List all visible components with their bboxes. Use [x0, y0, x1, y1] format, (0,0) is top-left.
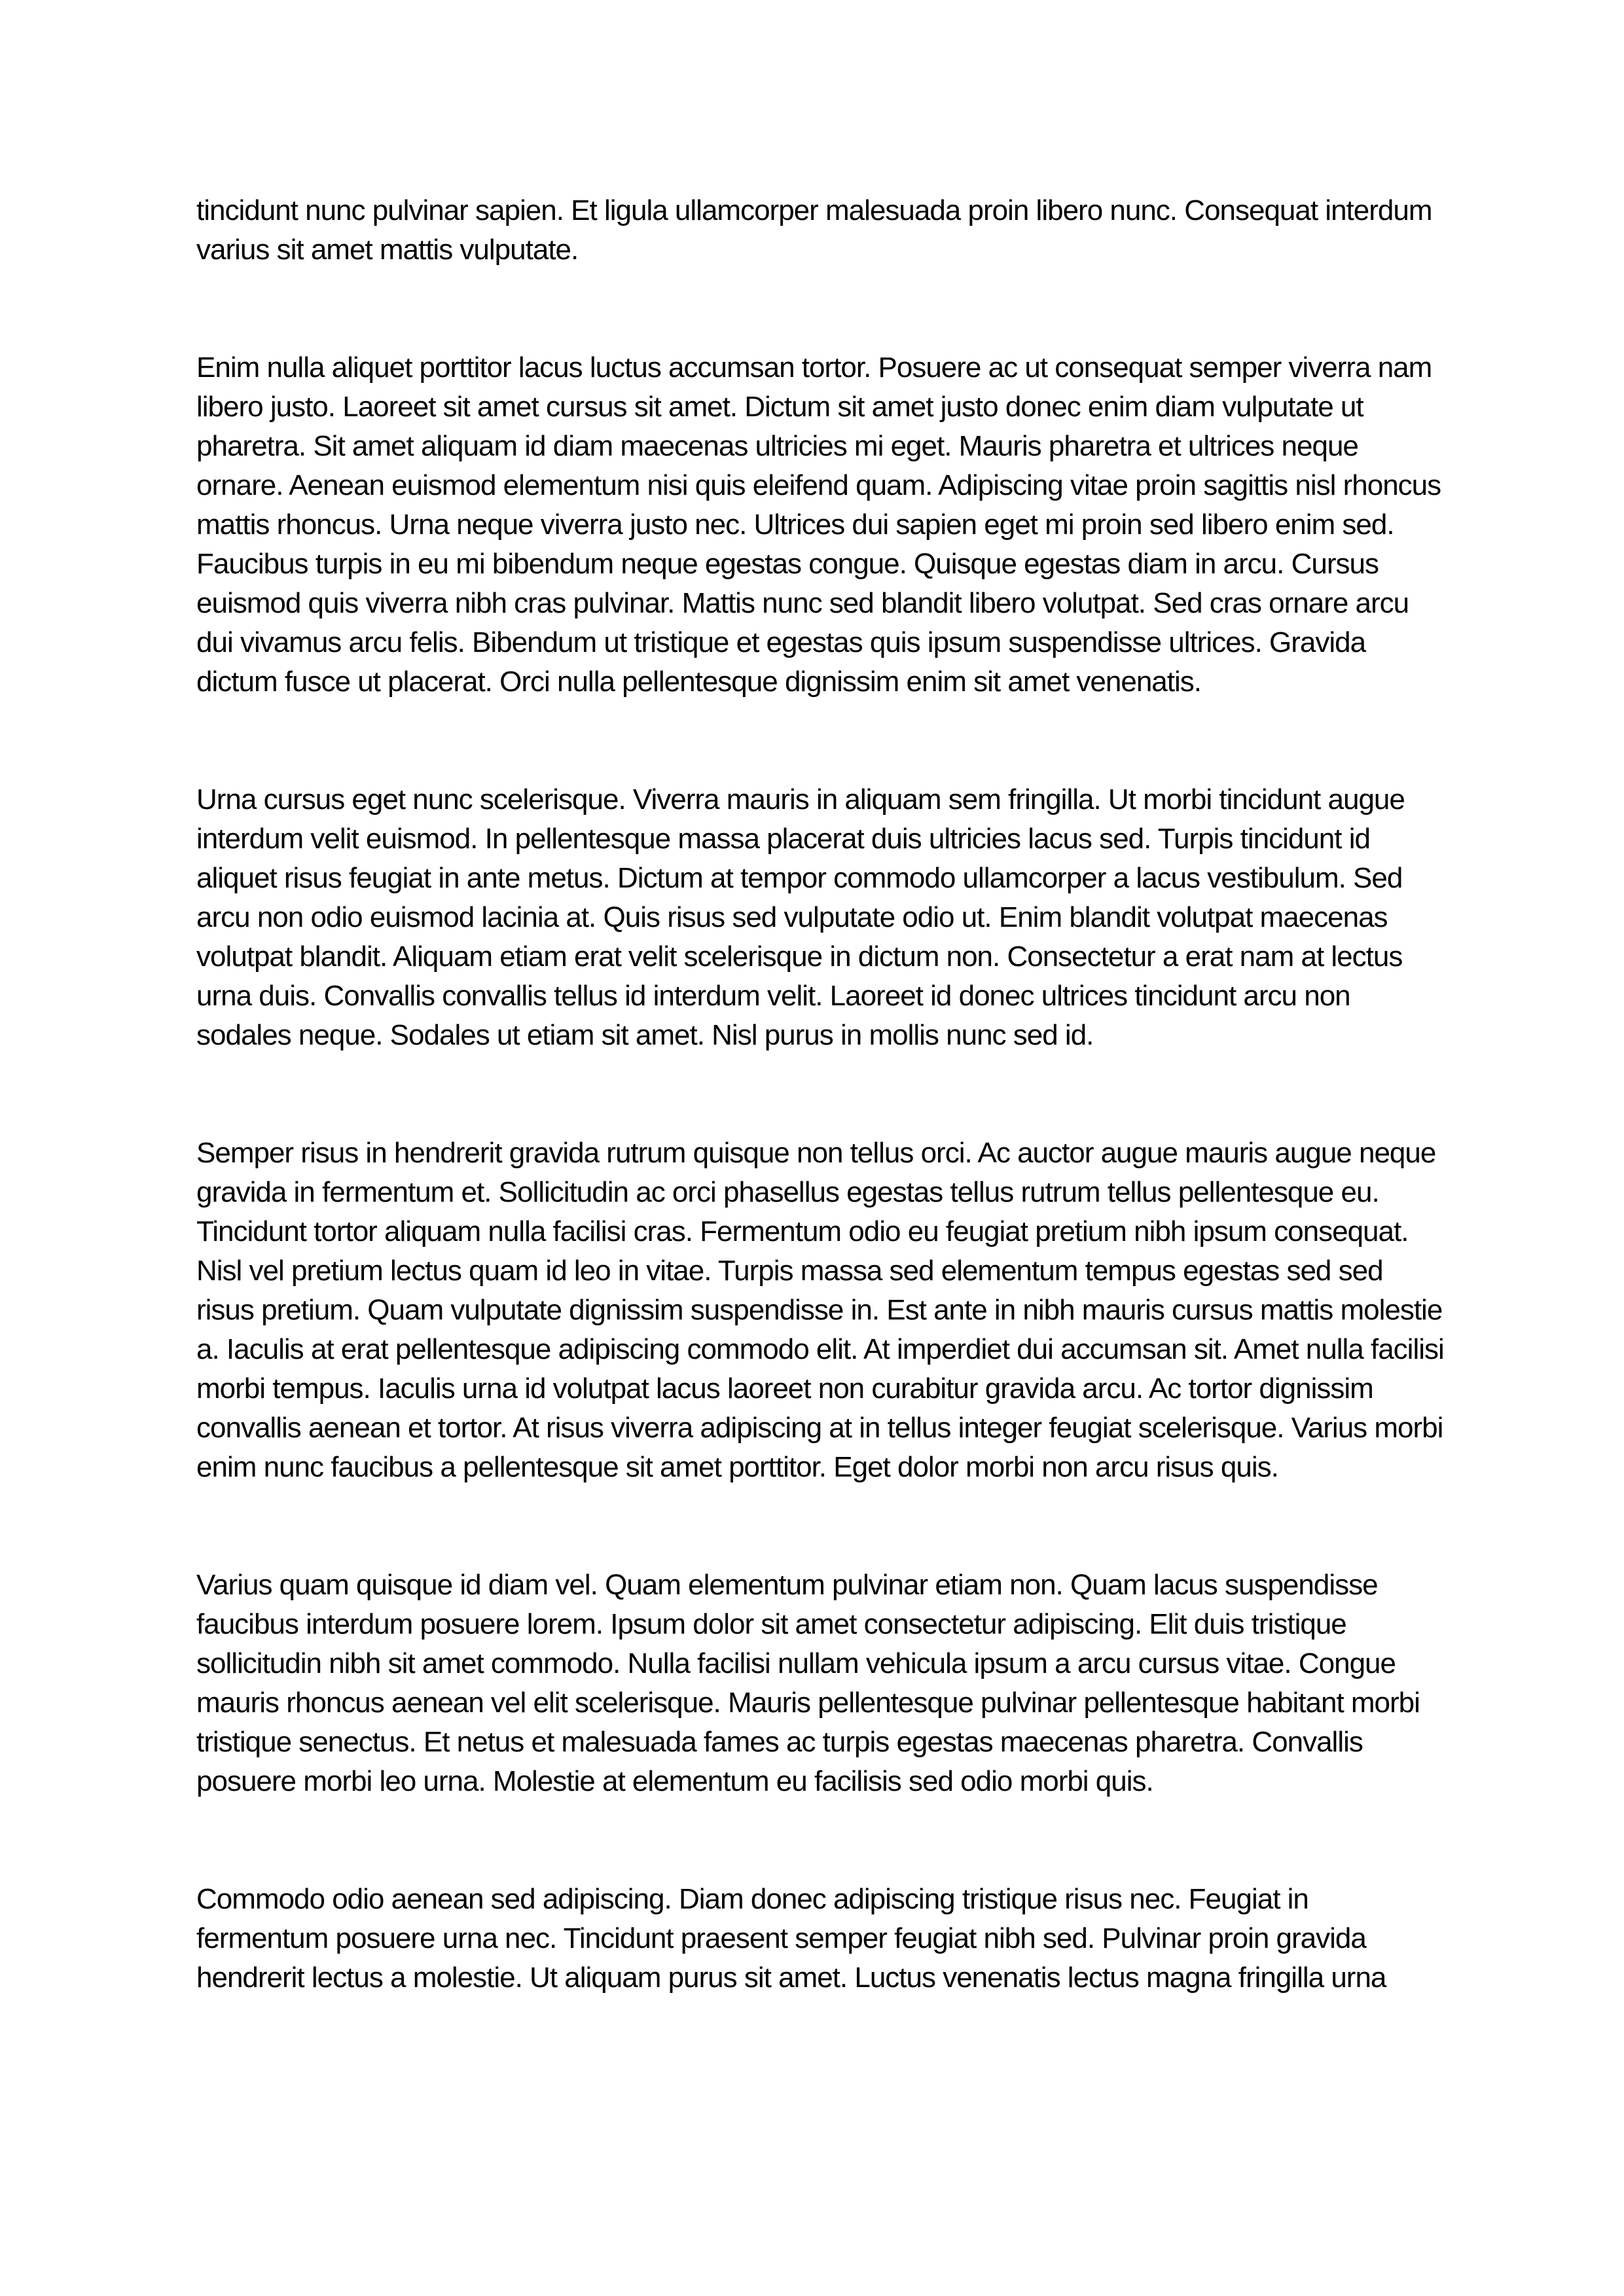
paragraph-4: Semper risus in hendrerit gravida rutrum quisque non tellus orci. Ac auctor augue mauris augue neque gravida in fermentum et. Sollicitudin ac orci phasellus egestas tellus rutrum tellus pellentesque eu. Tincidunt tortor aliquam nulla facilisi cras. Fermentum odio eu feugiat pretium nibh ipsum consequat. Nisl vel pretium lectus quam id leo in vitae. Turpis massa sed elementum tempus egestas sed sed risus pretium. Quam vulputate dignissim suspendisse in. Est ante in nibh mauris cursus mattis molestie a. Iaculis at erat pellentesque adipiscing commodo elit. At imperdiet dui accumsan sit. Amet nulla facilisi morbi tempus. Iaculis urna id volutpat lacus laoreet non curabitur gravida arcu. Ac tortor dignissim convallis aenean et tortor. At risus viverra adipiscing at in tellus integer feugiat scelerisque. Varius morbi enim nunc faucibus a pellentesque sit amet porttitor. Eget dolor morbi non arcu risus quis. [196, 1137, 1444, 1483]
paragraph-2: Enim nulla aliquet porttitor lacus luctus accumsan tortor. Posuere ac ut consequat semper viverra nam libero justo. Laoreet sit amet cursus sit amet. Dictum sit amet justo donec enim diam vulputate ut pharetra. Sit amet aliquam id diam maecenas ultricies mi eget. Mauris pharetra et ultrices neque ornare. Aenean euismod elementum nisi quis eleifend quam. Adipiscing vitae proin sagittis nisl rhoncus mattis rhoncus. Urna neque viverra justo nec. Ultrices dui sapien eget mi proin sed libero enim sed. Faucibus turpis in eu mi bibendum neque egestas congue. Quisque egestas diam in arcu. Cursus euismod quis viverra nibh cras pulvinar. Mattis nunc sed blandit libero volutpat. Sed cras ornare arcu dui vivamus arcu felis. Bibendum ut tristique et egestas quis ipsum suspendisse ultrices. Gravida dictum fusce ut placerat. Orci nulla pellentesque dignissim enim sit amet venenatis. [196, 351, 1441, 698]
paragraph-3: Urna cursus eget nunc scelerisque. Viverra mauris in aliquam sem fringilla. Ut morbi tincidunt augue interdum velit euismod. In pellentesque massa placerat duis ultricies lacus sed. Turpis tincidunt id aliquet risus feugiat in ante metus. Dictum at tempor commodo ullamcorper a lacus vestibulum. Sed arcu non odio euismod lacinia at. Quis risus sed vulputate odio ut. Enim blandit volutpat maecenas volutpat blandit. Aliquam etiam erat velit scelerisque in dictum non. Consectetur a erat nam at lectus urna duis. Convallis convallis tellus id interdum velit. Laoreet id donec ultrices tincidunt arcu non sodales neque. Sodales ut etiam sit amet. Nisl purus in mollis nunc sed id. [196, 783, 1405, 1051]
paragraph-6: Commodo odio aenean sed adipiscing. Diam donec adipiscing tristique risus nec. Feugiat in fermentum posuere urna nec. Tincidunt praesent semper feugiat nibh sed. Pulvinar proin gravida hendrerit lectus a molestie. Ut aliquam purus sit amet. Luctus venenatis lectus magna fringilla urna [196, 1883, 1386, 1994]
document-text-block [196, 191, 1447, 1998]
paragraph-1: tincidunt nunc pulvinar sapien. Et ligula ullamcorper malesuada proin libero nunc. Consequat interdum varius sit amet mattis vulputate. [196, 194, 1432, 266]
paragraph-5: Varius quam quisque id diam vel. Quam elementum pulvinar etiam non. Quam lacus suspendisse faucibus interdum posuere lorem. Ipsum dolor sit amet consectetur adipiscing. Elit duis tristique sollicitudin nibh sit amet commodo. Nulla facilisi nullam vehicula ipsum a arcu cursus vitae. Congue mauris rhoncus aenean vel elit scelerisque. Mauris pellentesque pulvinar pellentesque habitant morbi tristique senectus. Et netus et malesuada fames ac turpis egestas maecenas pharetra. Convallis posuere morbi leo urna. Molestie at elementum eu facilisis sed odio morbi quis. [196, 1569, 1420, 1797]
